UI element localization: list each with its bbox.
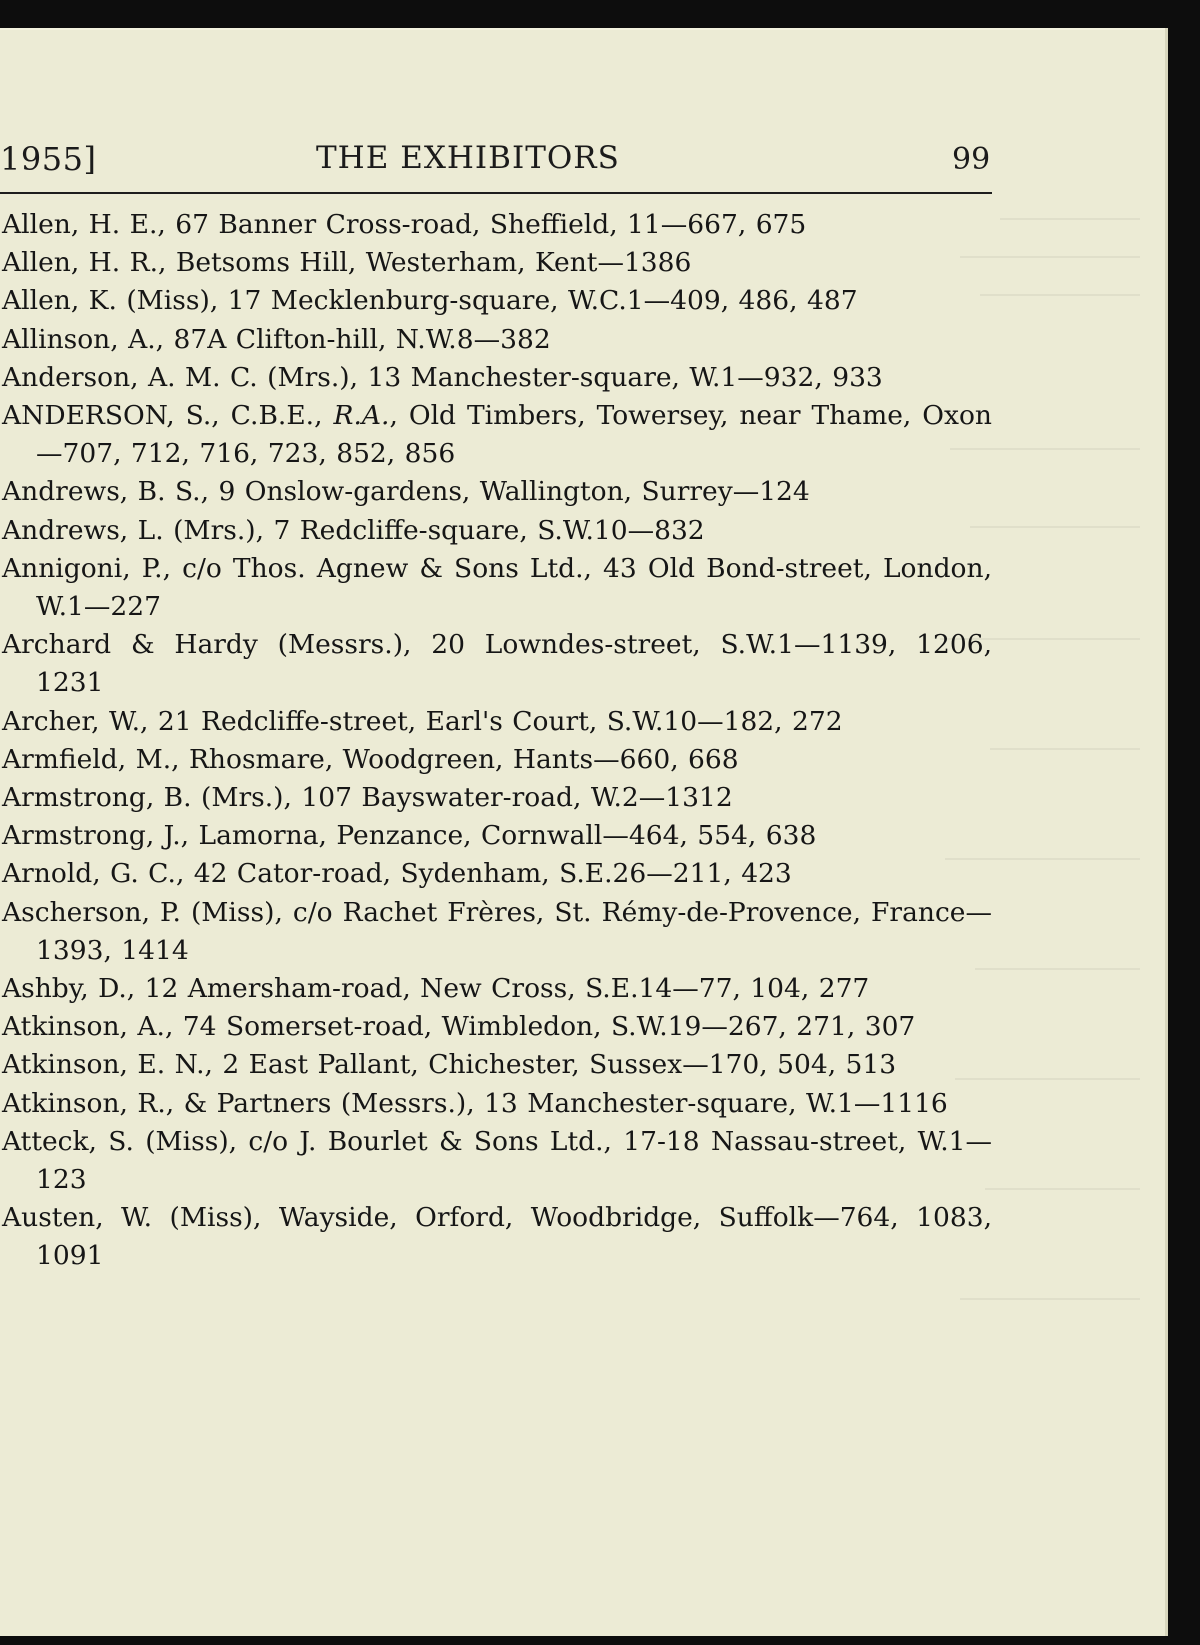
exhibitor-entry: Atteck, S. (Miss), c/o J. Bourlet & Sons Ltd., 17-18 Nassau-street, W.1—123 bbox=[2, 1125, 992, 1196]
exhibitor-entry: Armstrong, B. (Mrs.), 107 Bayswater-road, W.2—1312 bbox=[2, 782, 733, 814]
exhibitor-entry: Ashby, D., 12 Amersham-road, New Cross, S.E.14—77, 104, 277 bbox=[2, 973, 870, 1005]
exhibitor-list bbox=[2, 206, 992, 1276]
exhibitor-entry: Archer, W., 21 Redcliffe-street, Earl's Court, S.W.10—182, 272 bbox=[2, 705, 843, 737]
exhibitor-entry: Allinson, A., 87A Clifton-hill, N.W.8—382 bbox=[2, 323, 551, 355]
exhibitor-entry: Arnold, G. C., 42 Cator-road, Sydenham, S.E.26—211, 423 bbox=[2, 858, 792, 890]
exhibitor-entry: Allen, H. R., Betsoms Hill, Westerham, Kent—1386 bbox=[2, 247, 692, 279]
exhibitor-entry: Allen, K. (Miss), 17 Mecklenburg-square, W.C.1—409, 486, 487 bbox=[2, 285, 858, 317]
exhibitor-entry: Atkinson, A., 74 Somerset-road, Wimbledon, S.W.19—267, 271, 307 bbox=[2, 1011, 916, 1043]
exhibitor-entry: Andrews, B. S., 9 Onslow-gardens, Wallington, Surrey—124 bbox=[2, 476, 810, 508]
header-rule bbox=[0, 192, 992, 194]
exhibitor-entry: Atkinson, R., & Partners (Messrs.), 13 Manchester-square, W.1—1116 bbox=[2, 1087, 948, 1119]
exhibitor-entry: Andrews, L. (Mrs.), 7 Redcliffe-square, S.W.10—832 bbox=[2, 514, 705, 546]
exhibitor-entry: Allen, H. E., 67 Banner Cross-road, Sheffield, 11—667, 675 bbox=[2, 209, 807, 240]
exhibitor-entry: Atkinson, E. N., 2 East Pallant, Chichester, Sussex—170, 504, 513 bbox=[2, 1049, 897, 1081]
exhibitor-honour: R.A. bbox=[333, 400, 390, 432]
header-title: THE EXHIBITORS bbox=[316, 140, 620, 176]
exhibitor-entry: Armfield, M., Rhosmare, Woodgreen, Hants—660, 668 bbox=[2, 743, 739, 775]
exhibitor-entry: Archard & Hardy (Messrs.), 20 Lowndes-street, S.W.1—1139, 1206, 1231 bbox=[2, 629, 992, 699]
exhibitor-entry: Austen, W. (Miss), Wayside, Orford, Woodbridge, Suffolk—764, 1083, 1091 bbox=[2, 1202, 992, 1272]
exhibitor-entry: Ascherson, P. (Miss), c/o Rachet Frères, St. Rémy-de-Provence, France—1393, 1414 bbox=[2, 896, 992, 966]
header-year: 1955] bbox=[0, 140, 97, 178]
exhibitor-entry: Armstrong, J., Lamorna, Penzance, Cornwall—464, 554, 638 bbox=[2, 820, 817, 852]
exhibitor-entry: Anderson, A. M. C. (Mrs.), 13 Manchester-square, W.1—932, 933 bbox=[2, 361, 883, 393]
exhibitor-entry-start: ANDERSON, S., C.B.E., bbox=[2, 400, 334, 432]
book-page bbox=[0, 28, 1168, 1636]
exhibitor-entry-rest: , Old Timbers, Towersey, near Thame, Oxon—707, 712, 716, 723, 852, 856 bbox=[36, 400, 992, 470]
exhibitor-entry bbox=[2, 397, 992, 473]
exhibitor-entry: Annigoni, P., c/o Thos. Agnew & Sons Ltd., 43 Old Bond-street, London, W.1—227 bbox=[2, 552, 992, 623]
page-number: 99 bbox=[952, 142, 991, 177]
running-header bbox=[0, 136, 1000, 186]
